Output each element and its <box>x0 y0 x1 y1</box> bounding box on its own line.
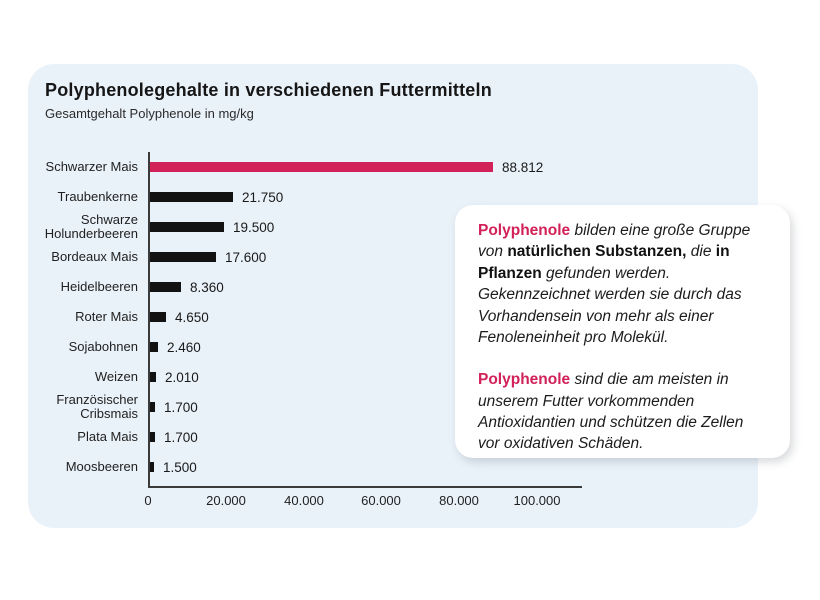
text-segment: bilden eine große Gruppe von <box>478 222 751 261</box>
category-label: Schwarze Holunderbeeren <box>44 212 138 241</box>
polyphenol-infobox <box>455 205 790 458</box>
category-label: Traubenkerne <box>57 189 138 205</box>
page-subtitle: Gesamtgehalt Polyphenole in mg/kg <box>45 106 254 121</box>
category-label: Weizen <box>94 369 138 385</box>
x-tick-label: 40.000 <box>284 493 324 508</box>
bar-row <box>28 152 628 182</box>
value-label: 19.500 <box>233 219 275 235</box>
x-tick-label: 80.000 <box>439 493 479 508</box>
value-label: 1.700 <box>164 429 198 445</box>
category-label: Sojabohnen <box>68 339 138 355</box>
category-label: Bordeaux Mais <box>51 249 138 265</box>
value-label: 4.650 <box>175 309 209 325</box>
page-title: Polyphenolegehalte in verschiedenen Futtermitteln <box>45 80 492 100</box>
bar <box>148 312 166 322</box>
infobox-paragraph <box>478 220 768 348</box>
x-axis-line <box>148 486 582 488</box>
bar <box>148 252 216 262</box>
value-label: 21.750 <box>242 189 284 205</box>
x-axis-ticks <box>144 493 618 513</box>
bar <box>148 192 233 202</box>
value-label: 1.500 <box>163 459 197 475</box>
bar <box>148 162 493 172</box>
category-label: Plata Mais <box>77 429 138 445</box>
value-label: 1.700 <box>164 399 198 415</box>
bar <box>148 282 181 292</box>
value-label: 2.010 <box>165 369 199 385</box>
text-segment: sind die am meisten in unserem Futter vorkommenden Antioxidantien und schützen die Zellen vor oxidativen Schäden. <box>478 371 744 453</box>
category-label: Roter Mais <box>75 309 138 325</box>
infobox-paragraph <box>478 369 768 455</box>
text-segment: in Pflanzen <box>478 243 730 282</box>
accent-text: Polyphenole <box>478 371 571 389</box>
value-label: 17.600 <box>225 249 267 265</box>
x-tick-label: 60.000 <box>361 493 401 508</box>
value-label: 8.360 <box>190 279 224 295</box>
text-segment: die <box>686 243 716 261</box>
value-label: 88.812 <box>502 159 544 175</box>
category-label: Heidelbeeren <box>60 279 138 295</box>
x-tick-label: 100.000 <box>513 493 561 508</box>
text-segment: natürlichen Substanzen, <box>507 243 687 261</box>
y-axis-line <box>148 152 150 488</box>
bar <box>148 222 224 232</box>
category-label: Französischer Cribsmais <box>56 392 138 421</box>
category-label: Moosbeeren <box>65 459 138 475</box>
category-label: Schwarzer Mais <box>45 159 138 175</box>
accent-text: Polyphenole <box>478 222 571 239</box>
bar-track <box>148 152 628 182</box>
x-tick-label: 20.000 <box>206 493 246 508</box>
value-label: 2.460 <box>167 339 201 355</box>
x-tick-label: 0 <box>144 493 152 508</box>
text-segment: gefunden werden. Gekennzeichnet werden sie durch das Vorhandensein von mehr als einer Fenoleneinheit pro Molekül. <box>478 264 742 346</box>
